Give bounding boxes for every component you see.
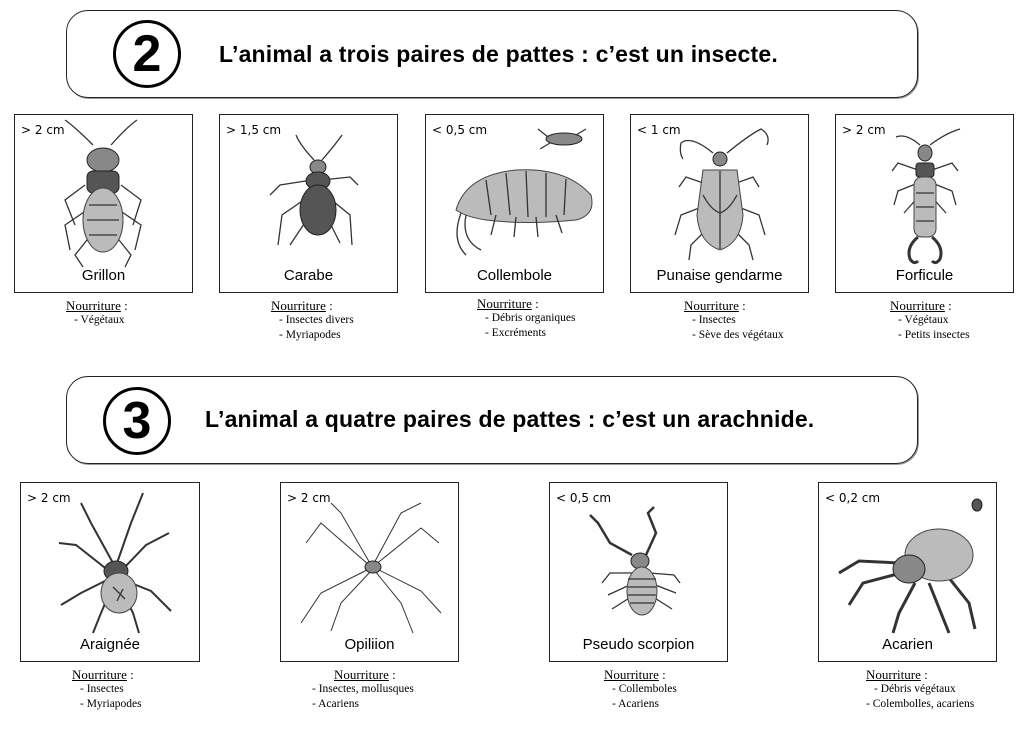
- card-opiliion: [280, 482, 459, 662]
- food-item: - Collemboles: [612, 683, 677, 695]
- section-header-arachnids: [66, 376, 918, 464]
- food-label: Nourriture: [890, 298, 945, 313]
- food-label: Nourriture: [334, 667, 389, 682]
- food-item: - Myriapodes: [279, 329, 341, 341]
- food-info: [684, 298, 784, 343]
- food-item: - Sève des végétaux: [692, 329, 784, 341]
- food-colon: :: [120, 298, 128, 313]
- food-label: Nourriture: [66, 298, 121, 313]
- springtail-illustration: [426, 115, 603, 292]
- card-grillon: [14, 114, 193, 293]
- food-info: [604, 667, 677, 712]
- size-label: < 0,5 cm: [556, 491, 612, 505]
- section-header-insects: [66, 10, 918, 98]
- food-colon: :: [920, 667, 928, 682]
- food-item: - Insectes: [80, 683, 124, 695]
- food-label: Nourriture: [866, 667, 921, 682]
- section-title: L’animal a quatre paires de pattes : c’est un arachnide.: [205, 406, 815, 432]
- card-araignee: [20, 482, 200, 662]
- food-item: - Petits insectes: [898, 329, 970, 341]
- food-info: [312, 667, 414, 712]
- animal-name: Collembole: [476, 267, 553, 284]
- cricket-illustration: [15, 115, 192, 292]
- food-item: - Excréments: [485, 327, 546, 339]
- food-colon: :: [531, 296, 539, 311]
- food-item: - Acariens: [312, 698, 359, 710]
- food-item: - Insectes divers: [279, 314, 354, 326]
- animal-name: Acarien: [882, 636, 933, 653]
- animal-name: Grillon: [81, 267, 126, 284]
- food-item: - Insectes: [692, 314, 736, 326]
- food-info: [72, 667, 142, 712]
- food-item: - Insectes, mollusques: [312, 683, 414, 695]
- animal-name: Pseudo scorpion: [582, 636, 695, 653]
- animal-name: Opiliion: [344, 636, 395, 653]
- food-item: - Débris végétaux: [874, 683, 956, 695]
- food-info: [271, 298, 354, 343]
- size-label: < 0,5 cm: [432, 123, 488, 137]
- ground-beetle-illustration: [220, 115, 397, 292]
- food-label: Nourriture: [72, 667, 127, 682]
- food-colon: :: [658, 667, 666, 682]
- size-label: < 0,2 cm: [825, 491, 881, 505]
- mite-illustration: [819, 483, 996, 661]
- food-label: Nourriture: [271, 298, 326, 313]
- size-label: > 2 cm: [842, 123, 886, 137]
- spider-illustration: [21, 483, 199, 661]
- size-label: > 2 cm: [27, 491, 71, 505]
- food-info: [890, 298, 970, 343]
- animal-name: Punaise gendarme: [656, 267, 783, 284]
- food-colon: :: [126, 667, 134, 682]
- food-colon: :: [944, 298, 952, 313]
- section-title: L’animal a trois paires de pattes : c’est un insecte.: [219, 41, 778, 67]
- size-label: > 1,5 cm: [226, 123, 282, 137]
- pseudoscorpion-illustration: [550, 483, 727, 661]
- harvestman-illustration: [281, 483, 458, 661]
- size-label: < 1 cm: [637, 123, 681, 137]
- card-carabe: [219, 114, 398, 293]
- food-label: Nourriture: [684, 298, 739, 313]
- food-item: - Végétaux: [898, 314, 949, 326]
- size-label: > 2 cm: [287, 491, 331, 505]
- card-pseudo-scorpion: [549, 482, 728, 662]
- firebug-illustration: [631, 115, 808, 292]
- card-punaise-gendarme: [630, 114, 809, 293]
- food-colon: :: [388, 667, 396, 682]
- animal-name: Carabe: [283, 267, 334, 284]
- food-info: [866, 667, 974, 712]
- card-forficule: [835, 114, 1014, 293]
- food-item: - Colembolles, acariens: [866, 698, 975, 710]
- food-item: - Acariens: [612, 698, 659, 710]
- animal-name: Forficule: [895, 267, 954, 284]
- card-collembole: [425, 114, 604, 293]
- food-item: - Myriapodes: [80, 698, 142, 710]
- animal-name: Araignée: [79, 636, 141, 653]
- food-colon: :: [738, 298, 746, 313]
- size-label: > 2 cm: [21, 123, 65, 137]
- section-number-badge: 2: [113, 20, 181, 88]
- earwig-illustration: [836, 115, 1013, 292]
- food-info: [66, 298, 128, 328]
- food-label: Nourriture: [604, 667, 659, 682]
- food-colon: :: [325, 298, 333, 313]
- food-item: - Végétaux: [74, 314, 125, 326]
- section-number-badge: 3: [103, 387, 171, 455]
- food-item: - Débris organiques: [485, 312, 576, 324]
- food-label: Nourriture: [477, 296, 532, 311]
- card-acarien: [818, 482, 997, 662]
- food-info: [477, 296, 576, 341]
